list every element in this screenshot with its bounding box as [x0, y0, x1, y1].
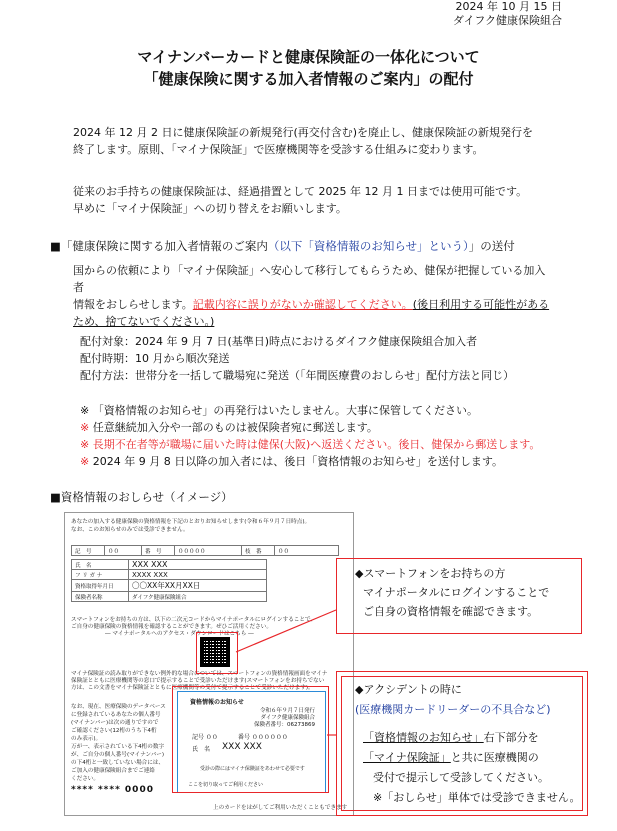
callout-2-line3b: 右下部分を — [483, 731, 539, 744]
callout-2-line5: 受付で提示して受診してください。 — [373, 771, 549, 784]
callout-2-line4a: 「マイナ保険証」 — [363, 751, 451, 764]
card-cut-note: 上のカードをはがしてご利用いただくこともできます — [213, 805, 348, 811]
issue-date: 2024 年 10 月 15 日 — [455, 0, 562, 13]
section-1-body-2b: 記載内容に誤りがないか確認してください。 — [192, 298, 413, 311]
callout-2-line1: ◆アクシデントの時に — [355, 683, 462, 696]
section-1-body-line1: 国からの依頼により「マイナ保険証」へ安心して移行してもらうため、健保が把握している加入者 — [73, 264, 546, 294]
mynumber-note-line: ください。 — [71, 776, 99, 782]
intro-p2-line1: 従来のお手持ちの健康保険証は、経過措置として 2025 年 12 月 1 日までは使用可能です。 — [73, 185, 528, 198]
intro-p1-line1: 2024 年 12 月 2 日に健康保険証の新規発行(再交付含む)を廃止し、健康保険証の新規発行を — [73, 126, 534, 139]
title-line-2: 「健康保険に関する加入者情報のご案内」の配付 — [143, 70, 474, 88]
mynumber-note-line: ご加入の健康保険組合までご連絡 — [71, 768, 155, 774]
callout-2-line4 — [363, 748, 539, 767]
insurer-label: 保険者名称 — [72, 592, 129, 602]
callout-2-line3 — [363, 728, 539, 747]
callout-1-line1: ◆スマートフォンをお持ちの方 — [355, 567, 506, 580]
mynumber-note-line: ご確認ください(12桁のうち下4桁 — [71, 728, 157, 734]
section-1-body-2a: 情報をおしらせします。 — [73, 298, 193, 311]
intro-p2-line2: 早めに「マイナ保険証」への切り替えをお願いします。 — [73, 202, 347, 215]
mini-card-kigo: 記号 ００ — [192, 734, 218, 741]
birth-label: 資格取得年月日 — [72, 580, 129, 592]
section-1-body-line3: ため、捨てないでください。) — [73, 315, 215, 328]
mini-card-insurer: ダイフク健康保険組合 — [260, 715, 315, 721]
card-accident-line2: 保険証とともに医療機関等の窓口で提示することで受診いただけます(スマートフォンをお持ちでない — [71, 678, 325, 684]
branch-value: ００ — [275, 546, 339, 556]
mynumber-note-line: のみ表示)。 — [71, 736, 102, 742]
birth-value: 〇〇XX年XX月XX日 — [129, 580, 267, 592]
mini-card-bango: 番号 ００００００ — [238, 734, 288, 741]
mini-card-title: 資格情報のお知らせ — [190, 699, 244, 706]
mynumber-masked: **** **** 0000 — [71, 785, 154, 795]
mini-card-date: 令和６年９月７日発行 — [259, 708, 315, 714]
card-intro-line2: なお、このお知らせのみでは受診できません。 — [71, 527, 189, 533]
mini-card-cut-label: ここを切り取ってご利用ください — [188, 782, 264, 788]
mini-card-insurer-no: 保険者番号：06273869 — [254, 722, 315, 728]
section-1-body-2c: (後日利用する可能性がある — [412, 298, 550, 311]
mini-card-note: 受診の際にはマイナ保険証をあわせて必要です — [200, 766, 305, 772]
section-1-heading-a: ■「健康保険に関する加入者情報のご案内 — [50, 239, 268, 253]
note-mark: ※ — [80, 421, 90, 434]
kana-value: XXXX XXX — [129, 570, 267, 580]
number-label: 番 号 — [142, 546, 175, 556]
mynumber-note-line: が、ご自分の個人番号(マイナンバー) — [71, 752, 165, 758]
note-text: 後日、健保から郵送します。 — [398, 438, 541, 451]
note-text-red: 長期不在者等が職場に届いた時は健保(大阪)へ返送ください。 — [92, 438, 399, 451]
card-accident-line3: 方は、この文書をマイナ保険証とともに医療機関等の受付で提示することで受診いただけます)。 — [71, 685, 314, 691]
note-text: 2024 年 9 月 8 日以降の加入者には、後日「資格情報のお知らせ」を送付します。 — [92, 455, 503, 468]
note-mark: ※ — [80, 455, 90, 468]
distribution-target: 配付対象：2024 年 9 月 7 日(基準日)時点におけるダイフク健康保険組合加入者 — [80, 335, 478, 348]
callout-accident — [336, 671, 588, 816]
section-2-heading: ■資格情報のおしらせ（イメージ） — [50, 490, 233, 504]
callout-2-line6: ※「おしらせ」単体では受診できません。 — [373, 791, 581, 804]
symbol-label: 記 号 — [72, 546, 105, 556]
mynumber-note-line: 万が一、表示されている下4桁の数字 — [71, 744, 165, 750]
callout-2-line3a: 「資格情報のお知らせ」 — [363, 731, 484, 744]
intro-p1-line2: 終了します。原則、「マイナ保険証」で医療機関等を受診する仕組みに変わります。 — [73, 143, 484, 156]
callout-smartphone — [336, 558, 582, 634]
title-line-1: マイナンバーカードと健康保険証の一体化について — [137, 48, 480, 66]
mini-card-name-label: 氏 名 — [192, 746, 211, 753]
section-1-heading-b: （以下「資格情報のお知らせ」という） — [267, 239, 469, 253]
card-intro-line1: あなたの加入する健康保険の資格情報を下記のとおりお知らせします(令和６年９月７日時点)。 — [71, 519, 311, 525]
mynumber-note-line: に登録されているあなたの個人番号 — [71, 712, 161, 718]
card-smartphone-line3: ― マイナポータルへのアクセス・ダウンロードはこちら ― — [105, 631, 254, 637]
mynumber-note-line: の下4桁と一致していない場合には、 — [71, 760, 165, 766]
callout-2-line4b: と共に医療機関の — [450, 751, 539, 764]
card-smartphone-line1: スマートフォンをお持ちの方は、以下の二次元コードからマイナポータルにログインすることで、 — [71, 617, 317, 623]
symbol-value: ００ — [105, 546, 142, 556]
mynumber-note-line: (マイナンバー)は次の通りですので — [71, 720, 159, 726]
note-mark: ※ — [80, 438, 90, 451]
number-value: ０００００ — [175, 546, 242, 556]
note-text: 「資格情報のお知らせ」の再発行はいたしません。大事に保管してください。 — [92, 404, 479, 417]
distribution-method: 配付方法：世帯分を一括して職場宛に発送（「年間医療費のおしらせ」配付方法と同じ） — [80, 369, 515, 382]
callout-1-line3: ご自身の資格情報を確認できます。 — [363, 605, 539, 618]
card-accident-line1: マイナ保険証の読み取りができない例外的な場合については、スマートフォンの資格情報画面をマイナ — [71, 671, 328, 677]
issuer-name: ダイフク健康保険組合 — [452, 14, 562, 27]
callout-2-line2: (医療機関カードリーダーの不具合など) — [355, 703, 551, 716]
kana-label: フ リ ガ ナ — [72, 570, 129, 580]
note-mark: ※ — [80, 404, 90, 417]
card-smartphone-line2: ご自身の健康保険の資格情報を確認することができます。ぜひご活用ください。 — [71, 624, 272, 630]
name-value: XXX XXX — [129, 560, 267, 570]
mynumber-note-line: なお、現在、医療保険のデータベース — [71, 704, 166, 710]
distribution-period: 配付時期：10 月から順次発送 — [80, 352, 230, 365]
insurer-value: ダイフク健康保険組合 — [129, 592, 267, 602]
section-1-heading-c: 」の送付 — [468, 239, 515, 253]
callout-1-line2: マイナポータルにログインすることで — [363, 586, 550, 599]
note-text: 任意継続加入分や一部のものは被保険者宛に郵送します。 — [92, 421, 378, 434]
mini-card-name-value: XXX XXX — [222, 742, 262, 752]
name-label: 氏 名 — [72, 560, 129, 570]
connector-line-1 — [236, 610, 336, 652]
branch-label: 枝 番 — [242, 546, 275, 556]
